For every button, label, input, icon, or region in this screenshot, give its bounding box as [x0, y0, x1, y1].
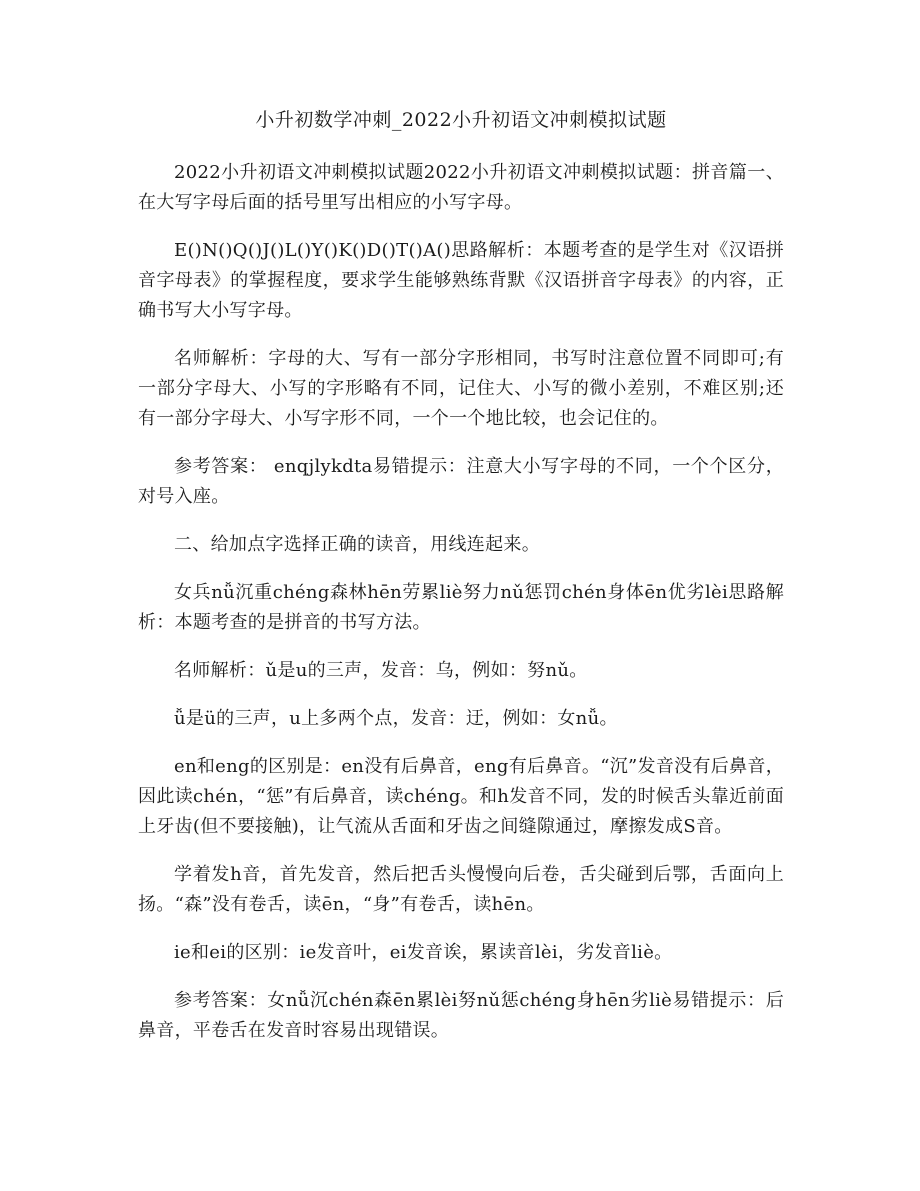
paragraph-teacher-analysis-1: 名师解析：字母的大、写有一部分字形相同，书写时注意位置不同即可;有一部分字母大、小写的字形略有不同，记住大、小写的微小差别，不难区别;还有一部分字母大、小写字形不同，一个一个地比较，也会记住的。: [138, 348, 784, 429]
paragraph-h-sound: 学着发h音，首先发音，然后把舌头慢慢向后卷，舌尖碰到后鄂，舌面向上扬。“森”没有卷舌，读ēn，“身”有卷舌，读hēn。: [138, 864, 784, 915]
paragraph-teacher-analysis-2: 名师解析：ǔ是u的三声，发音：乌，例如：努nǔ。: [174, 660, 588, 681]
paragraph-u-umlaut: ǚ是ü的三声，u上多两个点，发音：迂，例如：女nǚ。: [174, 708, 618, 729]
paragraph-answer-1: 参考答案： enqjlykdta易错提示：注意大小写字母的不同，一个个区分，对号入座。: [138, 456, 784, 507]
paragraph-question-2: 二、给加点字选择正确的读音，用线连起来。: [174, 534, 540, 555]
paragraph-pinyin-list: 女兵nǚ沉重chéng森林hēn劳累liè努力nǔ惩罚chén身体ēn优劣lèi思路解析：本题考查的是拼音的书写方法。: [138, 582, 784, 633]
paragraph-ie-ei: ie和ei的区别：ie发音叶，ei发音诶，累读音lèi，劣发音liè。: [174, 942, 673, 963]
document-title: 小升初数学冲刺_2022小升初语文冲刺模拟试题: [255, 109, 667, 131]
paragraph-en-eng: en和eng的区别是：en没有后鼻音，eng有后鼻音。“沉”发音没有后鼻音，因此读chén，“惩”有后鼻音，读chéng。和h发音不同，发的时候舌头靠近前面上牙齿(但不要接触)，让气流从舌面和牙齿之间缝隙通过，摩擦发成S音。: [138, 756, 784, 837]
document-page: [138, 104, 784, 1064]
paragraph-intro: 2022小升初语文冲刺模拟试题2022小升初语文冲刺模拟试题：拼音篇一、在大写字母后面的括号里写出相应的小写字母。: [138, 162, 784, 213]
paragraph-letters-question: E()N()Q()J()L()Y()K()D()T()A()思路解析：本题考查的是学生对《汉语拼音字母表》的掌握程度，要求学生能够熟练背默《汉语拼音字母表》的内容，正确书写大小写字母。: [138, 240, 784, 321]
paragraph-answer-2: 参考答案：女nǚ沉chén森ēn累lèi努nǔ惩chéng身hēn劣liè易错提示：后鼻音，平卷舌在发音时容易出现错误。: [138, 990, 784, 1041]
